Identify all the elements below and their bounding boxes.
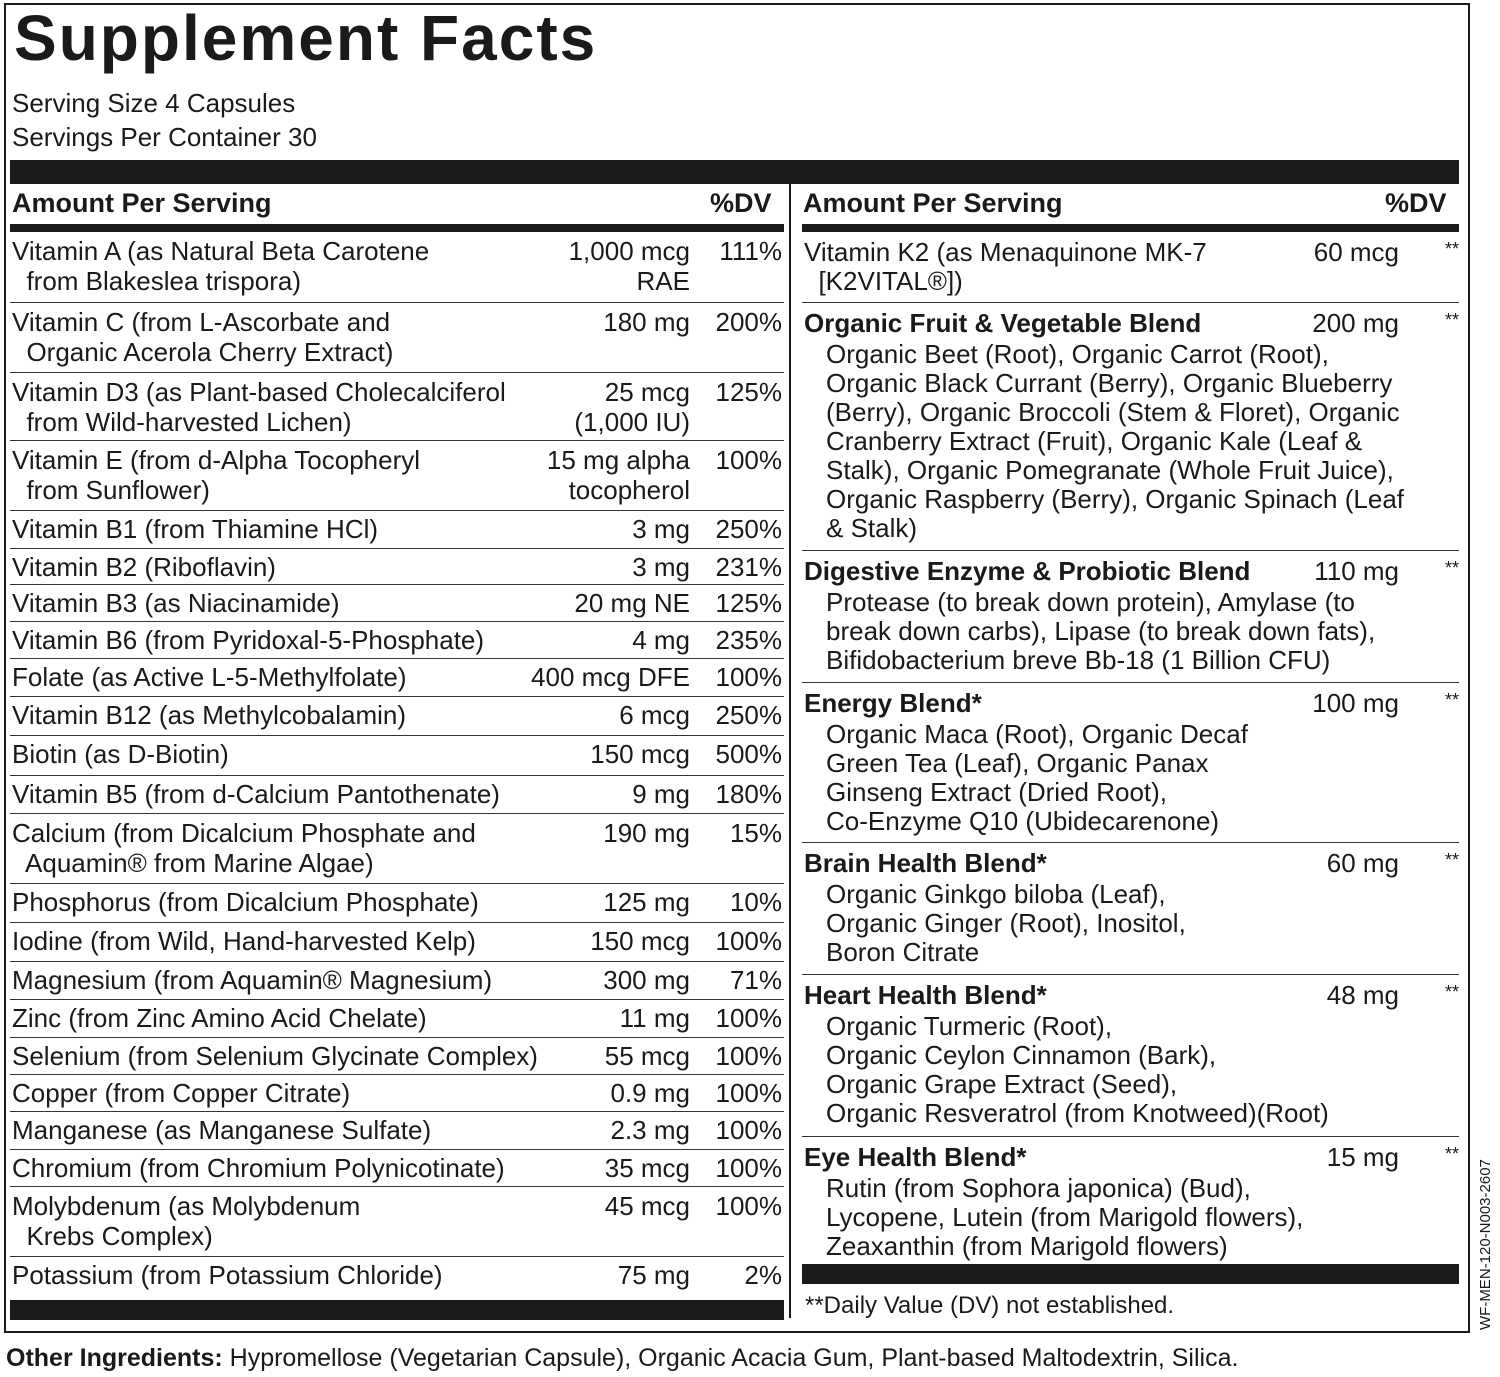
- nutrient-name: Magnesium (from Aquamin® Magnesium): [12, 965, 493, 995]
- page-title: Supplement Facts: [14, 2, 598, 74]
- nutrient-dv: 100%: [715, 1041, 782, 1071]
- nutrient-dv: 100%: [715, 662, 782, 692]
- nutrient-row: [10, 372, 784, 440]
- nutrient-amount: 150 mcg: [590, 926, 690, 956]
- nutrient-name: Zinc (from Zinc Amino Acid Chelate): [12, 1003, 427, 1033]
- nutrient-row: [10, 735, 784, 775]
- nutrient-dv: 100%: [715, 1153, 782, 1183]
- nutrient-row: [10, 961, 784, 999]
- nutrient-dv: 100%: [715, 445, 782, 475]
- nutrient-row: [10, 584, 784, 621]
- blend-name: Eye Health Blend*: [804, 1142, 1027, 1172]
- nutrient-row: [10, 1186, 784, 1256]
- nutrient-dv: 10%: [729, 887, 782, 917]
- nutrient-name: Vitamin B6 (from Pyridoxal-5-Phosphate): [12, 625, 485, 655]
- nutrient-dv: 500%: [715, 739, 782, 769]
- nutrient-amount: 11 mg: [619, 1003, 690, 1033]
- nutrient-name: Calcium (from Dicalcium Phosphate and Aquamin® from Marine Algae): [12, 818, 476, 878]
- blend-amount: 48 mg: [1326, 980, 1399, 1010]
- blend-amount: 15 mg: [1326, 1142, 1399, 1172]
- nutrient-name: Vitamin C (from L-Ascorbate and Organic Acerola Cherry Extract): [12, 307, 394, 367]
- blend-ingredients: Rutin (from Sophora japonica) (Bud), Lycopene, Lutein (from Marigold flowers), Zeaxanthin (from Marigold flowers): [826, 1173, 1304, 1261]
- serving-size: Serving Size 4 Capsules: [12, 88, 296, 118]
- right-header-rule: [802, 224, 1459, 232]
- nutrient-row: [10, 1149, 784, 1186]
- blend-row: [802, 1136, 1459, 1276]
- right-bottom-bar: [802, 1264, 1459, 1284]
- nutrient-amount: 400 mcg DFE: [531, 662, 690, 692]
- blend-dv: **: [1444, 982, 1459, 1002]
- nutrient-dv: 125%: [715, 377, 782, 407]
- nutrient-row: [10, 1256, 784, 1292]
- blend-ingredients: Organic Maca (Root), Organic Decaf Green Tea (Leaf), Organic Panax Ginseng Extract (Dried Root), Co-Enzyme Q10 (Ubidecarenone): [826, 719, 1248, 836]
- nutrient-dv: 100%: [715, 1003, 782, 1033]
- footnote: **Daily Value (DV) not established.: [805, 1292, 1175, 1319]
- blend-row: [802, 550, 1459, 682]
- nutrient-row: [10, 302, 784, 372]
- nutrient-amount: 3 mg: [632, 552, 690, 582]
- blend-amount: 60 mcg: [1313, 237, 1399, 267]
- nutrient-row: [10, 658, 784, 696]
- nutrient-amount: 15 mg alpha tocopherol: [546, 445, 690, 505]
- blend-ingredients: Organic Turmeric (Root), Organic Ceylon Cinnamon (Bark), Organic Grape Extract (Seed), Organic Resveratrol (from Knotweed)(Root): [826, 1011, 1329, 1128]
- nutrient-amount: 0.9 mg: [610, 1078, 690, 1108]
- blend-name: Brain Health Blend*: [804, 848, 1047, 878]
- nutrient-row: [10, 883, 784, 922]
- left-amount-header: Amount Per Serving: [12, 188, 272, 218]
- blend-ingredients: Organic Ginkgo biloba (Leaf), Organic Ginger (Root), Inositol, Boron Citrate: [826, 879, 1186, 967]
- nutrient-row: [10, 813, 784, 883]
- nutrient-dv: 2%: [744, 1260, 782, 1290]
- blend-row: [802, 842, 1459, 974]
- blend-name: Organic Fruit & Vegetable Blend: [804, 308, 1202, 338]
- other-ingredients: [6, 1346, 1238, 1371]
- nutrient-row: [10, 922, 784, 961]
- blend-row: [802, 682, 1459, 842]
- nutrient-amount: 3 mg: [632, 514, 690, 544]
- nutrient-name: Vitamin B3 (as Niacinamide): [12, 588, 340, 618]
- nutrient-row: [10, 440, 784, 510]
- nutrient-amount: 4 mg: [632, 625, 690, 655]
- left-dv-header: %DV: [710, 188, 772, 218]
- left-bottom-bar: [10, 1300, 784, 1320]
- nutrient-row: [10, 1037, 784, 1074]
- nutrient-dv: 111%: [719, 236, 782, 266]
- nutrient-name: Copper (from Copper Citrate): [12, 1078, 351, 1108]
- nutrient-name: Vitamin E (from d-Alpha Tocopheryl from Sunflower): [12, 445, 421, 505]
- nutrient-name: Potassium (from Potassium Chloride): [12, 1260, 443, 1290]
- top-divider-bar: [10, 160, 1459, 184]
- blend-dv: **: [1444, 310, 1459, 330]
- nutrient-name: Phosphorus (from Dicalcium Phosphate): [12, 887, 479, 917]
- nutrient-amount: 190 mg: [603, 818, 690, 848]
- left-nutrient-table: [10, 232, 784, 1292]
- nutrient-row: [10, 621, 784, 658]
- right-nutrient-table: [802, 232, 1459, 1276]
- nutrient-dv: 100%: [715, 1115, 782, 1145]
- nutrient-name: Chromium (from Chromium Polynicotinate): [12, 1153, 505, 1183]
- blend-amount: 110 mg: [1314, 556, 1399, 586]
- product-code: WF-MEN-120-N003-2607: [1477, 1159, 1494, 1330]
- column-divider: [789, 184, 791, 1318]
- blend-amount: 200 mg: [1312, 308, 1399, 338]
- nutrient-name: Vitamin B12 (as Methylcobalamin): [12, 700, 407, 730]
- nutrient-dv: 231%: [715, 552, 782, 582]
- nutrient-amount: 180 mg: [603, 307, 690, 337]
- blend-name: Vitamin K2 (as Menaquinone MK-7 [K2VITAL®]): [804, 237, 1207, 296]
- blend-dv: **: [1444, 690, 1459, 710]
- blend-row: [802, 974, 1459, 1136]
- nutrient-name: Vitamin A (as Natural Beta Carotene from Blakeslea trispora): [12, 236, 430, 296]
- nutrient-row: [10, 1111, 784, 1149]
- nutrient-amount: 35 mcg: [604, 1153, 690, 1183]
- nutrient-amount: 20 mg NE: [574, 588, 690, 618]
- other-ingredients-label: Other Ingredients:: [6, 1344, 223, 1372]
- blend-amount: 60 mg: [1326, 848, 1399, 878]
- nutrient-dv: 235%: [715, 625, 782, 655]
- blend-name: Energy Blend*: [804, 688, 982, 718]
- nutrient-amount: 300 mg: [603, 965, 690, 995]
- nutrient-name: Vitamin B5 (from d-Calcium Pantothenate): [12, 779, 500, 809]
- nutrient-amount: 45 mcg: [604, 1191, 690, 1221]
- nutrient-row: [10, 999, 784, 1037]
- nutrient-amount: 2.3 mg: [610, 1115, 690, 1145]
- blend-dv: **: [1444, 239, 1459, 259]
- blend-row: [802, 232, 1459, 302]
- nutrient-amount: 75 mg: [617, 1260, 690, 1290]
- nutrient-row: [10, 696, 784, 735]
- nutrient-row: [10, 548, 784, 584]
- nutrient-name: Vitamin B2 (Riboflavin): [12, 552, 276, 582]
- nutrient-dv: 250%: [715, 700, 782, 730]
- nutrient-dv: 180%: [715, 779, 782, 809]
- nutrient-name: Biotin (as D-Biotin): [12, 739, 229, 769]
- nutrient-amount: 6 mcg: [619, 700, 690, 730]
- nutrient-dv: 250%: [715, 514, 782, 544]
- nutrient-dv: 100%: [715, 926, 782, 956]
- right-amount-header: Amount Per Serving: [803, 188, 1063, 218]
- blend-name: Heart Health Blend*: [804, 980, 1047, 1010]
- nutrient-name: Vitamin B1 (from Thiamine HCl): [12, 514, 379, 544]
- nutrient-dv: 71%: [729, 965, 782, 995]
- nutrient-dv: 100%: [715, 1078, 782, 1108]
- nutrient-row: [10, 1074, 784, 1111]
- nutrient-dv: 100%: [715, 1191, 782, 1221]
- blend-name: Digestive Enzyme & Probiotic Blend: [804, 556, 1251, 586]
- nutrient-name: Selenium (from Selenium Glycinate Complex): [12, 1041, 538, 1071]
- nutrient-name: Molybdenum (as Molybdenum Krebs Complex): [12, 1191, 361, 1251]
- blend-amount: 100 mg: [1312, 688, 1399, 718]
- servings-per-container: Servings Per Container 30: [12, 122, 317, 152]
- nutrient-amount: 55 mcg: [604, 1041, 690, 1071]
- nutrient-row: [10, 232, 784, 302]
- nutrient-row: [10, 510, 784, 548]
- nutrient-name: Vitamin D3 (as Plant-based Cholecalciferol from Wild-harvested Lichen): [12, 377, 506, 437]
- blend-ingredients: Protease (to break down protein), Amylase (to break down carbs), Lipase (to break down fats), Bifidobacterium breve Bb-18 (1 Billion CFU): [826, 587, 1376, 675]
- nutrient-dv: 200%: [715, 307, 782, 337]
- nutrient-name: Folate (as Active L-5-Methylfolate): [12, 662, 407, 692]
- nutrient-amount: 150 mcg: [590, 739, 690, 769]
- blend-row: [802, 302, 1459, 550]
- nutrient-amount: 1,000 mcg RAE: [568, 236, 690, 296]
- blend-dv: **: [1444, 1144, 1459, 1164]
- nutrient-name: Manganese (as Manganese Sulfate): [12, 1115, 432, 1145]
- blend-dv: **: [1444, 558, 1459, 578]
- nutrient-dv: 15%: [729, 818, 782, 848]
- right-dv-header: %DV: [1385, 188, 1447, 218]
- nutrient-amount: 9 mg: [632, 779, 690, 809]
- blend-ingredients: Organic Beet (Root), Organic Carrot (Root), Organic Black Currant (Berry), Organic Blueberry (Berry), Organic Broccoli (Stem & Floret), Organic Cranberry Extract (Fruit), Organic Kale (Leaf & Stalk), Organic Pomegranate (Whole Fruit Juice), Organic Raspberry (Berry), Organic Spinach (Leaf & Stalk): [826, 339, 1405, 543]
- nutrient-amount: 25 mcg (1,000 IU): [574, 377, 690, 437]
- nutrient-name: Iodine (from Wild, Hand-harvested Kelp): [12, 926, 476, 956]
- nutrient-row: [10, 775, 784, 813]
- nutrient-dv: 125%: [715, 588, 782, 618]
- blend-dv: **: [1444, 850, 1459, 870]
- other-ingredients-text: Hypromellose (Vegetarian Capsule), Organic Acacia Gum, Plant-based Maltodextrin, Silica.: [222, 1344, 1239, 1372]
- left-header-rule: [10, 224, 784, 232]
- nutrient-amount: 125 mg: [603, 887, 690, 917]
